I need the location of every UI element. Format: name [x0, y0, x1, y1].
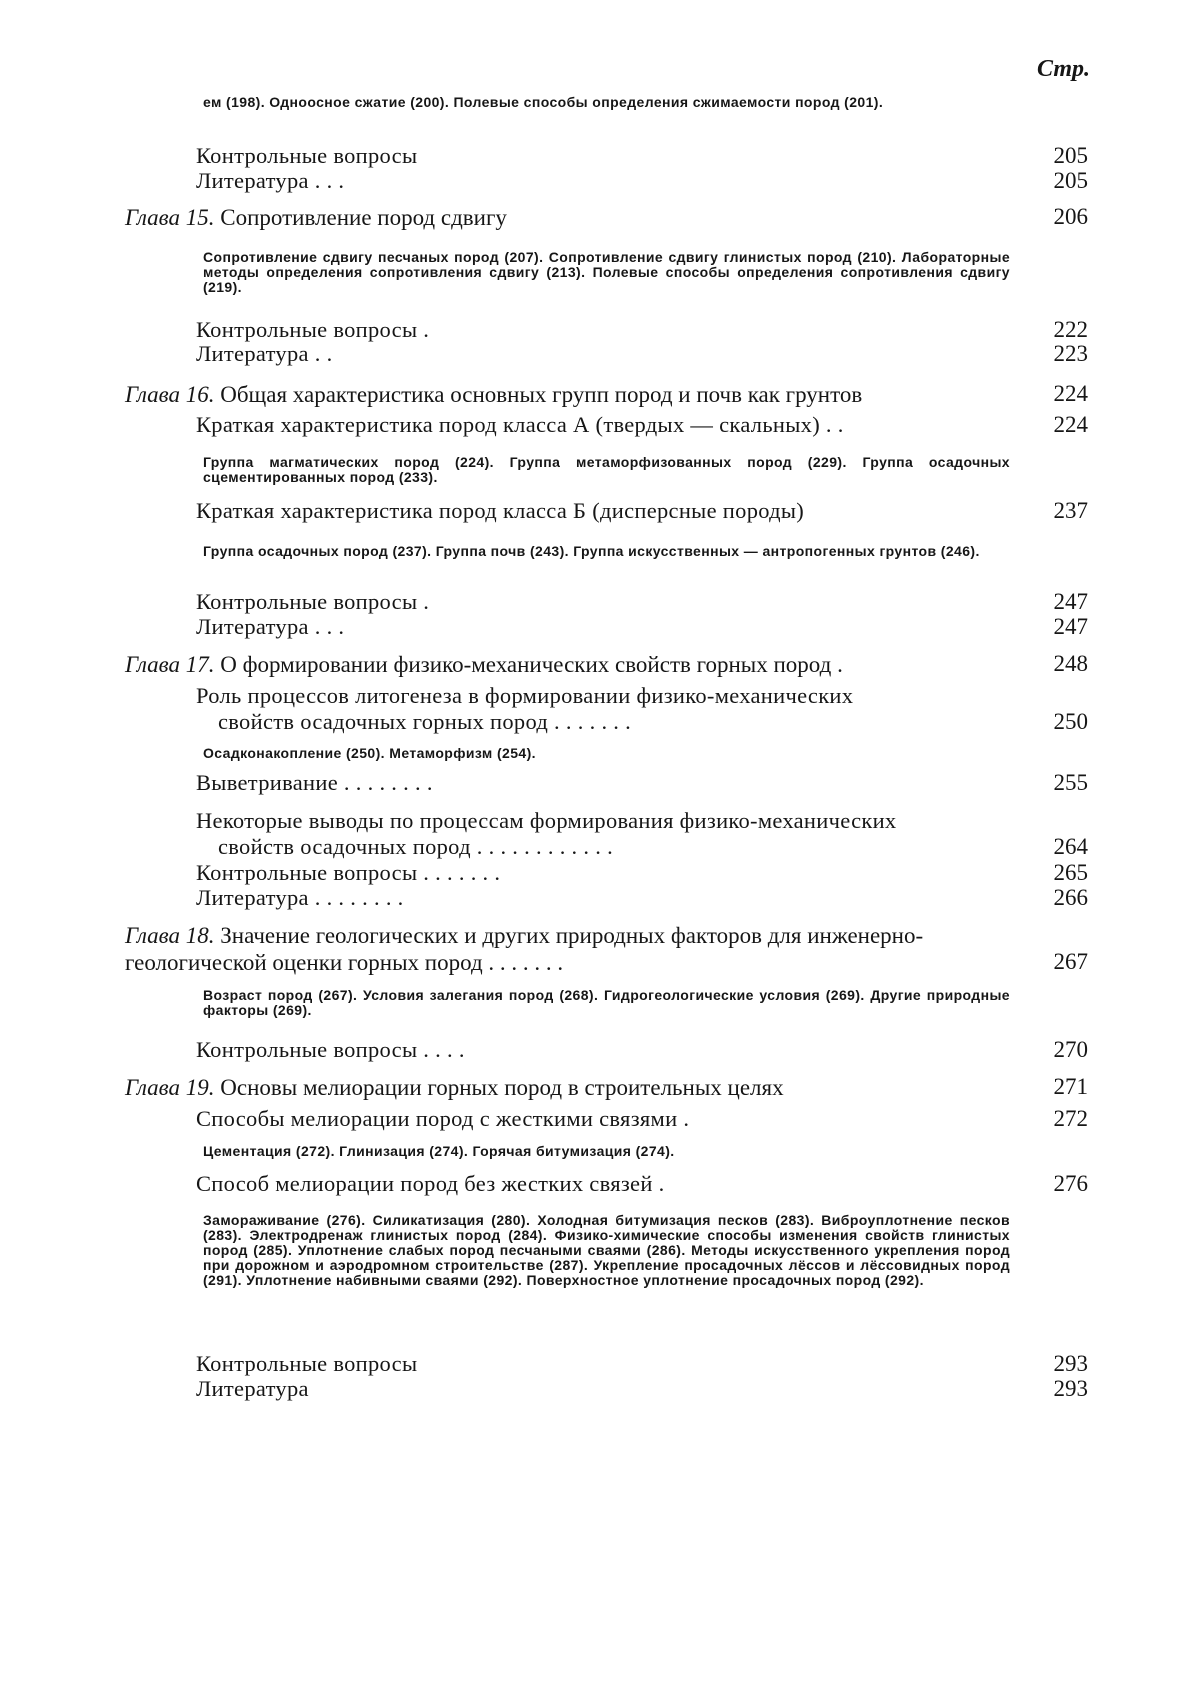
page-number: 276 [1053, 1171, 1088, 1196]
chapter-title: Основы мелиорации горных пород в строительных целях [220, 1075, 784, 1100]
page-number: 270 [1053, 1037, 1088, 1062]
page-number: 264 [1053, 834, 1088, 859]
chapter-title: О формировании физико-механических свойств горных пород . [220, 652, 843, 677]
page-number: 255 [1053, 770, 1088, 795]
page-number: 293 [1053, 1376, 1088, 1401]
chapter-label: Глава 15. [125, 205, 215, 230]
page-number: 267 [1053, 949, 1088, 974]
page-number: 222 [1053, 317, 1088, 342]
page-number: 271 [1053, 1074, 1088, 1099]
page-number: 247 [1053, 614, 1088, 639]
page-number: 272 [1053, 1106, 1088, 1131]
page-number: 224 [1053, 381, 1088, 406]
toc-page: Стр. ем (198). Одноосное сжатие (200). Полевые способы определения сжимаемости пород (201). Контрольные вопросы 205 Литература . . . 205 Глава 15. Сопротивление пород сдвигу 206 Сопротивление сдвигу песчаных пород (207). Сопротивление сдвигу глинистых пород (210). Лабораторные методы определения сопротивления сдвигу (213). Полевые способы определения сопротивления сдвигу (219). Контрольные вопросы . 222 Литература . . 223 Глава 16. Общая характеристика основных групп пород и почв как грунтов 224 Краткая характеристика пород класса А (твердых — скальных) . . 224 Группа магматических пород (224). Группа метаморфизованных пород (229). Группа осадочных сцементированных пород (233). Краткая характеристика пород класса Б (дисперсные породы) 237 Группа осадочных пород (237). Группа почв (243). Группа искусственных — антропогенных грунтов (246). Контрольные вопросы . 247 Литература . . . 247 Глава 17. О формировании физико-механических свойств горных пород . 248 Роль процессов литогенеза в формировании физико-механических свойств осадочных горных пород . . . . . . . 250 Осадконакопление (250). Метаморфизм (254). Выветривание . . . . . . . . 255 Некоторые выводы по процессам формирования физико-механических свойств осадочных пород . . . . . . . . . . . . 264 Контрольные вопросы . . . . . . . 265 Литература . . . . . . . . 266 Глава 18. Значение геологических и других природных факторов для инженерно-геологической оценки горных пород . . . . . . . 267 Возраст пород (267). Условия залегания пород (268). Гидрогеологические условия (269). Другие природные факторы (269). Контрольные вопросы . . . . 270 Глава 19. Основы мелиорации горных пород в строительных целях 271 Способы мелиорации пород с жесткими связями . 272 Цементация (272). Глинизация (274). Горячая битумизация (274). Способ мелиорации пород без жестких связей . 276 Замораживание (276). Силикатизация (280). Холодная битумизация песков (283). Виброуплотнение песков (283). Электродренаж глинистых пород (284). Физико-химические способы изменения свойств глинистых пород (285). Уплотнение слабых пород песчаными сваями (286). Методы искусственного укрепления пород при дорожном и аэродромном строительстве (287). Укрепление просадочных лёссов и лёссовидных пород (291). Уплотнение набивными сваями (292). Поверхностное уплотнение просадочных пород (292). Контрольные вопросы 293 Литература 293 [125, 56, 1090, 1401]
page-number: 265 [1053, 860, 1088, 885]
chapter-label: Глава 17. [125, 652, 215, 677]
page-column-header: Стр. [1036, 56, 1090, 82]
page-number: 250 [1053, 709, 1088, 734]
page-number: 248 [1053, 651, 1088, 676]
page-number: 205 [1053, 168, 1088, 193]
page-number: 206 [1053, 204, 1088, 229]
chapter-label: Глава 18. [125, 923, 215, 948]
chapter-title: Общая характеристика основных групп пород и почв как грунтов [220, 382, 863, 407]
chapter-label: Глава 16. [125, 382, 215, 407]
chapter-label: Глава 19. [125, 1075, 215, 1100]
page-number: 293 [1053, 1351, 1088, 1376]
page-number: 247 [1053, 589, 1088, 614]
page-number: 223 [1053, 341, 1088, 366]
page-number: 224 [1053, 412, 1088, 437]
page-number: 237 [1053, 498, 1088, 523]
chapter-title: Значение геологических и других природных факторов для инженерно-геологической оценки горных пород . . . . . . . [125, 923, 924, 975]
page-number: 205 [1053, 143, 1088, 168]
page-number: 266 [1053, 885, 1088, 910]
chapter-title: Сопротивление пород сдвигу [220, 205, 507, 230]
